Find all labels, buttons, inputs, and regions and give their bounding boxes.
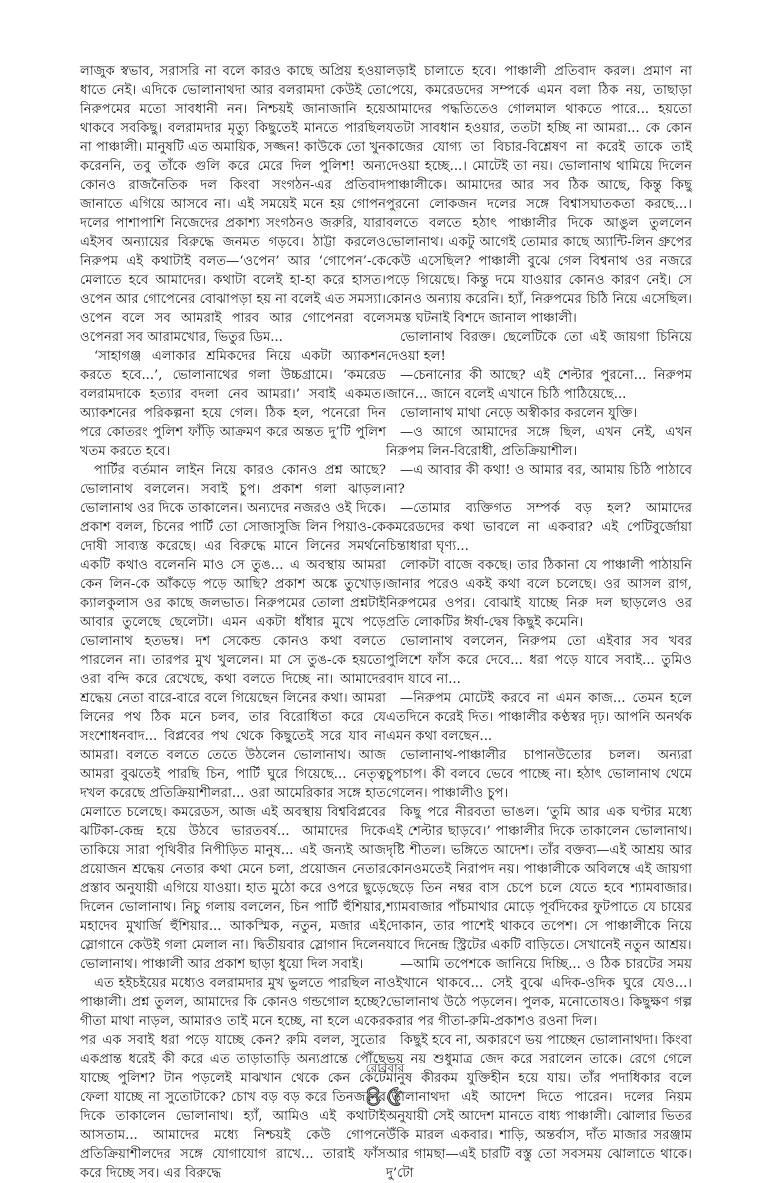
- paragraph: এত হইচইয়ের মধ্যেও বলরামদার মুখ ভুলতে পারছিল না পাঞ্চালী। প্রশ্ন তুলল, আমাদের কি কোনও গন্ডগোল হচ্ছে? গীতা মাথা নাড়ল, আমারও তাই মনে হচ্ছে, না হলে একের পর এক সবাই ধরা পড়ে যাচ্ছে কেন? রুমি বলল, সুতোর একপ্রান্ত ধরেই কী করে এত তাড়াতাড়ি অন্যপ্রান্তে পৌঁছে যাচ্ছে পুলিশ? টান পড়লেই মাঝখান থেকে কেন কেটে ফেলা যাচ্ছে না সুতোটাকে? চোখ বড় বড় করে তিনজনের দিকে তাকালেন ভোলানাথ। হ্যাঁ, আমিও এই কথাটাই আসতাম... আমাদের মধ্যে নিশ্চয়ই কেউ গোপনে প্রতিক্রিয়াশীলদের সঙ্গে যোগাযোগ রাখে... তারাই ফাঁস করে দিচ্ছে সব। এর বিরুদ্ধে: [80, 976, 386, 1181]
- paragraph: —চেনানোর কী আছে? এই শেল্টার পুরনো... নিরুপম জানে... জানে বলেই এখানে চিঠি পাঠিয়েছে...: [386, 368, 692, 402]
- paragraph: লাজুক স্বভাব, সরাসরি না বলে কারও কাছে অপ্রিয় হওয়া ধাতে নেই। এদিকে ভোলানাথদা আর বলরামদা কেউই তো নিরুপমের মতো সাবধানী নন। নিশ্চয়ই জানাজানি হয়ে থাকবে সবকিছু। বলরামদার মৃত্যু কিছুতেই মানতে পারছিল না পাঞ্চালী। মানুষটি এত অমায়িক, সজ্জন! কাউকে তো খুন করেননি, তবু তাঁকে গুলি করে মেরে দিল পুলিশ! অন্য কোনও রাজনৈতিক দল কিংবা সংগঠন-এর প্রতিবাদ জানাতে এগিয়ে আসবে না। এই সময়েই মনে হয় গোপন দলের পাশাপাশি নিজেদের প্রকাশ্য সংগঠনও জরুরি, যারা এইসব অন্যায়ের বিরুদ্ধে জনমত গড়বে। ঠাট্টা করলেও নিরুপম এই কথাটাই বলত—‘ওপেন’ আর ‘গোপেন’-কে মেলাতে হবে আমাদের। কথাটা বলেই হা-হা করে হাসত। ওপেন আর গোপেনের বোঝাপড়া হয় না বলেই এত সমস্যা। ওপেন বলে সব আমরাই পারব আর গোপেনরা বলে ওপেনরা সব আরামখোর, ভিতুর ডিম...: [80, 64, 386, 345]
- left-column: [80, 62, 386, 1183]
- paragraph: ‘সাহাগঞ্জ এলাকার শ্রমিকদের নিয়ে একটা অ্যাকশন করতে হবে...’, ভোলানাথের গলা উচ্চগ্রামে। ‘কমরেড বলরামদাকে হত্যার বদলা নেব আমরা।’ সবাই একমত। অ্যাকশনের পরিকল্পনা হয়ে গেল। ঠিক হল, পনেরো দিন পরে কোতরং পুলিশ ফাঁড়ি আক্রমণ করে অন্তত দু’টি পুলিশ খতম করতে হবে।: [80, 349, 386, 459]
- paragraph: —এ আবার কী কথা! ও আমার বর, আমায় চিঠি পাঠাবে না?: [386, 463, 692, 497]
- paragraph: ভোলানাথ-পাঞ্চালীর চাপানউতোর চলল। অন্যরা চুপচাপ। কী বলবে ভেবে পাচ্ছে না। হঠাৎ ভোলানাথ থেমে গেলেন। পাঞ্চালীও চুপ।: [386, 748, 692, 801]
- magazine-name: রোববার: [365, 1061, 405, 1075]
- paragraph: কিছুই হবে না, অকারণে ভয় পাচ্ছেন ভোলানাথদা। কিংবা ভয় নয় শুধুমাত্র জেদ করে সরালেন তাকে। রেগে গেলে মানুষ কীরকম যুক্তিহীন হয়ে যায়। তাঁর পদাধিকার বলে ভোলানাথদা এই আদেশ দিতে পারেন। দলের নিয়ম অনুযায়ী সেই আদেশ মানতে বাধ্য পাঞ্চালী। ঝোলার ভিতর উঁকি মারল একবার। শাড়ি, অন্তর্বাস, দাঁত মাজার সরঞ্জাম আর গামছা—এই চারটি বস্তু তো সবসময় ঝোলাতে থাকে। দু’টো: [386, 1033, 692, 1181]
- paragraph: —ও আগে আমাদের সঙ্গে ছিল, এখন নেই, এখন নিরুপম লিন-বিরোধী, প্রতিক্রিয়াশীল।: [386, 425, 692, 459]
- paragraph: ভোলানাথ মাথা নেড়ে অস্বীকার করলেন যুক্তি।: [400, 406, 638, 421]
- right-column: [386, 62, 692, 1183]
- paragraph: —আমি তপেশকে জানিয়ে দিচ্ছি... ও ঠিক চারটের সময় ওইখানে থাকবে... সেই বুঝে এদিক-ওদিক ঘুরে যেও...। ভোলানাথ উঠে পড়লেন। পুলক, মনোতোষও। কিছুক্ষণ গল্প করার পর গীতা-রুমি-প্রকাশও রওনা দিল।: [386, 957, 692, 1029]
- paragraph: —নিরুপম মোটেই করবে না এমন কাজ... তেমন হলে এতদিনে করেই দিত। পাঞ্চালীর কণ্ঠস্বর দৃঢ়। আপনি অনর্থক এমন কথা বলছেন...: [386, 691, 692, 744]
- paragraph: লোকটা বাজে বকছে। তার ঠিকানা যে পাঞ্চালী পাঠায়নি জানার পরেও একই কথা বলে চলেছে। ওর আসল রাগ, নিরুপমের ওপর। বোঝাই যাচ্ছে নিরু দল ছাড়লেও ওর প্রতি লোকটির ঈর্ষা-দ্বেষ কিছুই কমেনি।: [386, 558, 692, 630]
- paragraph: কিছু পরে নীরবতা ভাঙল। ‘তুমি আর এক ঘণ্টার মধ্যে এই শেল্টার ছাড়বে।’ পাঞ্চালীর দিকে তাকালেন ভোলানাথ। দৃষ্টি শীতল। ভঙ্গিতে আদেশ। তাঁর বক্তব্য—এই আশ্রয় আর কোনওমতেই নিরাপদ নয়। পাঞ্চালীকে অবিলম্বে এই জায়গা ছেড়ে তিন নম্বর বাস চেপে চলে যেতে হবে শ্যামবাজার। শ্যামবাজার পাঁচমাথার মোড়ে পূর্বদিকের ফুটপাতে যে চায়ের দোকান, তার পাশেই থাকবে তপেশ। সে পাঞ্চালীকে নিয়ে যাবে দিনেন্দ্র স্ট্রিটের একটি বাড়িতে। সেখানেই নতুন আশ্রয়।: [386, 805, 692, 953]
- paragraph: লড়াই চালাতে হবে। পাঞ্চালী প্রতিবাদ করল। প্রমাণ না পেয়ে, কমরেডদের সম্পর্কে এমন বলা ঠিক নয়, তাছাড়া আমাদের পদ্ধতিতেও গোলমাল থাকতে পারে... হয়তো যতটা সাবধান হওয়ার, ততটা হচ্ছি না আমরা... কে কোন কাজের যোগ্য তা বিচার-বিশ্লেষণ না করেই তাকে তাই দেওয়া হচ্ছে...। মোটেই তা নয়। ভোলানাথ থামিয়ে দিলেন পাঞ্চালীকে। আমাদের আর সব ঠিক আছে, কিন্তু কিছু পুরনো লোকজন দলের সঙ্গে বিশ্বাসঘাতকতা করছে...। বলতে বলতে হঠাৎ পাঞ্চালীর দিকে আঙুল তুললেন ভোলানাথ। একটু আগেই তোমার কাছে অ্যান্টি-লিন গ্রুপের কেউ এসেছিল? পাঞ্চালী বুঝে গেল বিশ্বনাথ ওর নজরে পড়ে গিয়েছে। কিন্তু দমে যাওয়ার কোনও কারণ নেই। সে কোনও অন্যায় করেনি। হ্যাঁ, নিরুপমের চিঠি নিয়ে এসেছিল। সমস্ত ঘটনাই বিশদে জানাল পাঞ্চালী।: [386, 64, 692, 326]
- paragraph: পার্টির বর্তমান লাইন নিয়ে কারও কোনও প্রশ্ন আছে? ভোলানাথ বললেন। সবাই চুপ। প্রকাশ গলা ঝাড়ল। ভোলানাথ ওর দিকে তাকালেন। অন্যদের নজরও ওই দিকে। প্রকাশ বলল, চিনের পার্টি তো সোজাসুজি লিন পিয়াও-কে দোষী সাব্যস্ত করেছে। এর বিরুদ্ধে মানে লিনের সমর্থনে একটি কথাও বলেননি মাও সে তুঙ... এ অবস্থায় আমরা কেন লিন-কে আঁকড়ে পড়ে আছি? প্রকাশ অঙ্কে তুখোড়। ক্যালকুলাস ওর কাছে জলভাত। নিরুপমের তোলা প্রশ্নটাই আবার তুলেছে ছেলেটা। এমন একটা ধাঁধার মুখে পড়ে ভোলানাথ হতভম্ব। দশ সেকেন্ড কোনও কথা বলতে পারলেন না। তারপর মুখ খুললেন। মা সে তুঙ-কে হয়তো ওরা বন্দি করে রেখেছে, কথা বলতে দিচ্ছে না। আমাদের শ্রদ্ধেয় নেতা বারে-বারে বলে গিয়েছেন লিনের কথা। আমরা লিনের পথ ঠিক মনে চলব, তার বিরোধিতা করে যে সংশোধনবাদ... বিপ্লবের পথ থেকে কিছুতেই সরে যাব না আমরা। বলতে বলতে তেতে উঠলেন ভোলানাথ। আজ আমরা বুঝতেই পারছি চিন, পার্টি ঘুরে গিয়েছে... নেতৃত্ব দখল করেছে প্রতিক্রিয়াশীলরা... ওরা আমেরিকার সঙ্গে হাত মেলাতে চলেছে। কমরেডস, আজ এই অবস্থায় বিশ্ববিপ্লবের ঝটিকা-কেন্দ্র হয়ে উঠবে ভারতবর্ষ... আমাদের দিকে তাকিয়ে সারা পৃথিবীর নিপীড়িত মানুষ... এই জন্যই আজ প্রয়োজন শ্রদ্ধেয় নেতার কথা মেনে চলা, প্রয়োজন নেতার প্রস্তাব অনুযায়ী এগিয়ে যাওয়া। হাত মুঠো করে ওপরে ছুড়ে দিলেন ভোলানাথ। নিচু গলায় বললেন, চিন পার্টি হুঁশিয়ার, মহাদেব মুখার্জি হুঁশিয়ার... আকস্মিক, নতুন, মজার এই স্লোগানে কেউই গলা মেলাল না। দ্বিতীয়বার স্লোগান দিলেন ভোলানাথ। পাঞ্চালী আর প্রকাশ ছাড়া ধুয়ো দিল সবাই।: [80, 463, 386, 972]
- paragraph: ভোলানাথ বললেন, নিরুপম তো এইবার সব খবর পুলিশে ফাঁস করে দেবে... ধরা পড়ে যাবে সবাই... তুমিও বাদ যাবে না...: [386, 634, 692, 687]
- paragraph: ভোলানাথ বিরক্ত। ছেলেটিকে তো এই জায়গা চিনিয়ে দেওয়া হল!: [386, 330, 692, 364]
- page-footer: [0, 1060, 770, 1112]
- page-number: ৪৫: [363, 1079, 407, 1114]
- paragraph: —তোমার ব্যক্তিগত সম্পর্ক বড় হল? আমাদের কমরেডদের কথা ভাবলে না একবার? এই পেটিবুর্জোয়া চিন্তাধারা ঘৃণ্য...: [386, 501, 692, 554]
